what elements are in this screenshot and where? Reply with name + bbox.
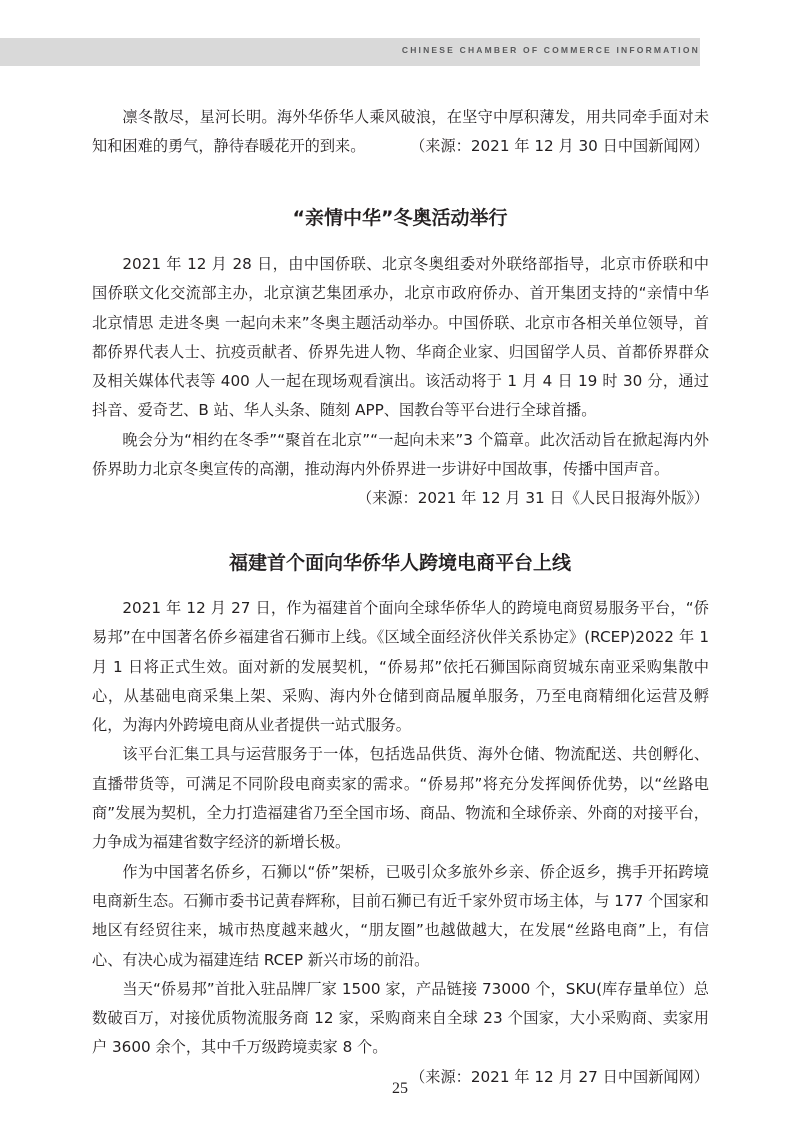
article2-title: 福建首个面向华侨华人跨境电商平台上线 bbox=[228, 552, 571, 574]
article2-paragraph-1: 2021 年 12 月 27 日，作为福建首个面向全球华侨华人的跨境电商贸易服务平台，“侨易邦”在中国著名侨乡福建省石狮市上线。《区域全面经济伙伴关系协定》(RCEP)2022 年 1 月 1 日将正式生效。面对新的发展契机，“侨易邦”依托石狮国际商贸城东南亚采购集散中心，从基础电商采集上架、采购、海内外仓储到商品履单服务，乃至电商精细化运营及孵化，为海内外跨境电商从业者提供一站式服务。 bbox=[92, 599, 709, 735]
article2-body bbox=[92, 594, 709, 1092]
article2-paragraph-4 bbox=[92, 975, 709, 1086]
article2-source: （来源：2021 年 12 月 27 日中国新闻网） bbox=[410, 1067, 709, 1086]
article2-paragraph-4-text: 当天“侨易邦”首批入驻品牌厂家 1500 家，产品链接 73000 个，SKU(库存量单位）总数破百万，对接优质物流服务商 12 家，采购商来自全球 23 个国家，大小采购商、卖家用户 3600 余个，其中千万级跨境卖家 8 个。 bbox=[92, 979, 709, 1057]
intro-paragraph bbox=[92, 103, 709, 162]
article1-source: （来源：2021 年 12 月 31 日《人民日报海外版》） bbox=[356, 489, 709, 508]
article1-title: “亲情中华”冬奥活动举行 bbox=[292, 207, 508, 229]
article2-paragraph-2: 该平台汇集工具与运营服务于一体，包括选品供货、海外仓储、物流配送、共创孵化、直播带货等，可满足不同阶段电商卖家的需求。“侨易邦”将充分发挥闽侨优势，以“丝路电商”发展为契机，全力打造福建省乃至全国市场、商品、物流和全球侨亲、外商的对接平台，力争成为福建省数字经济的新增长极。 bbox=[92, 745, 709, 852]
article1-body bbox=[92, 250, 709, 514]
intro-source: （来源：2021 年 12 月 30 日中国新闻网） bbox=[410, 137, 709, 156]
intro-text: 凛冬散尽，星河长明。海外华侨华人乘风破浪，在坚守中厚积薄发，用共同牵手面对未知和困难的勇气，静待春暖花开的到来。 bbox=[92, 108, 709, 156]
article2-paragraph-3: 作为中国著名侨乡，石狮以“侨”架桥，已吸引众多旅外乡亲、侨企返乡，携手开拓跨境电商新生态。石狮市委书记黄春辉称，目前石狮已有近千家外贸市场主体，与 177 个国家和地区有经贸往来，城市热度越来越火，“朋友圈”也越做越大，在发展“丝路电商”上，有信心、有决心成为福建连结 RCEP 新兴市场的前沿。 bbox=[92, 862, 709, 969]
article1-paragraph-2: 晚会分为“相约在冬季”“聚首在北京”“一起向未来”3 个篇章。此次活动旨在掀起海内外侨界助力北京冬奥宣传的高潮，推动海内外侨界进一步讲好中国故事，传播中国声音。 bbox=[92, 430, 709, 479]
header-accent-block bbox=[700, 38, 800, 66]
article1-paragraph-1: 2021 年 12 月 28 日，由中国侨联、北京冬奥组委对外联络部指导，北京市侨联和中国侨联文化交流部主办，北京演艺集团承办，北京市政府侨办、首开集团支持的“亲情中华 北京情思 走进冬奥 一起向未来”冬奥主题活动举办。中国侨联、北京市各相关单位领导，首都侨界代表人士、抗疫贡献者、侨界先进人物、华商企业家、归国留学人员、首都侨界群众及相关媒体代表等 400 人一起在现场观看演出。该活动将于 1 月 4 日 19 时 30 分，通过抖音、爱奇艺、B 站、华人头条、随刻 APP、国教台等平台进行全球首播。 bbox=[92, 255, 709, 420]
page-number: 25 bbox=[392, 1080, 408, 1097]
intro-block bbox=[92, 103, 709, 162]
running-header: CHINESE CHAMBER OF COMMERCE INFORMATION bbox=[401, 45, 700, 55]
